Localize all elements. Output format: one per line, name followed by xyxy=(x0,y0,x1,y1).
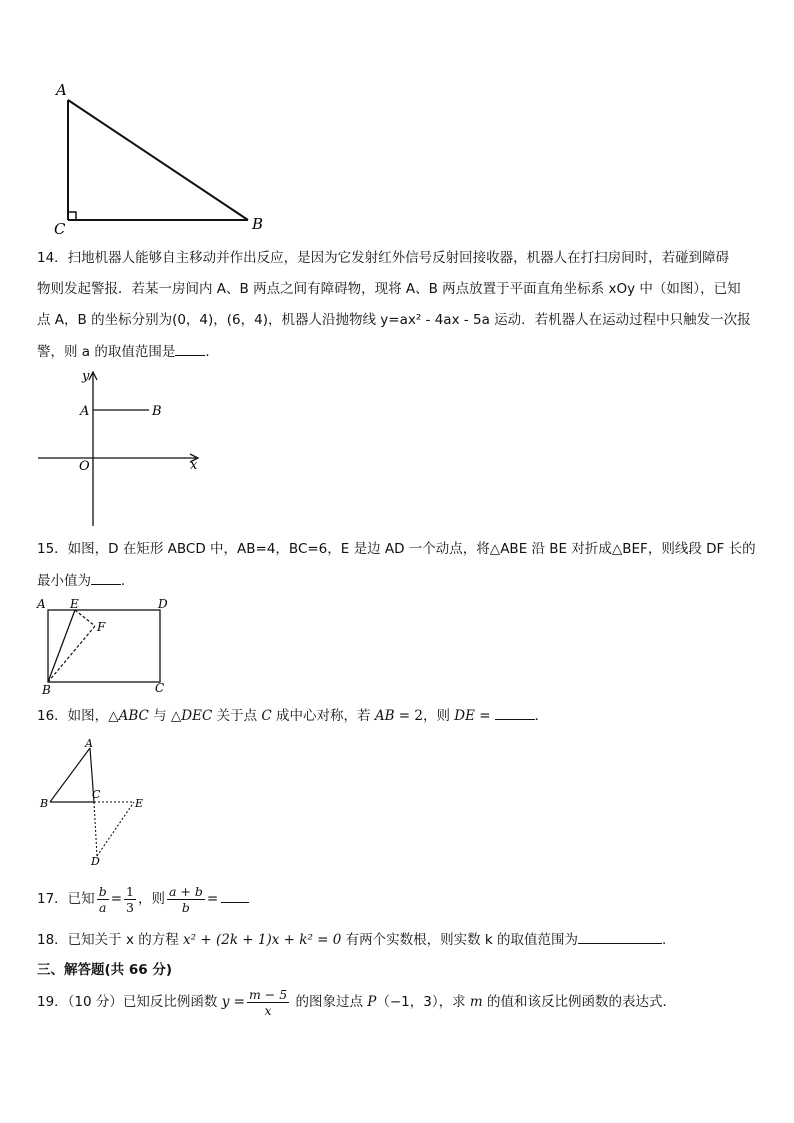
q19-equals: = xyxy=(229,994,245,1010)
q14-line-3: 点 A，B 的坐标分别为(0，4)，(6，4)，机器人沿抛物线 y=ax² - 4ax - 5a 运动．若机器人在运动过程中只触发一次报 xyxy=(37,312,751,328)
segment-cd-dashed xyxy=(94,802,97,856)
q15-text: 最小值为 xyxy=(37,573,91,589)
q16-text-2: 与 xyxy=(148,708,171,724)
label-e: E xyxy=(135,797,144,810)
segment-ab xyxy=(68,100,248,220)
q19-fraction xyxy=(247,987,289,1018)
label-c: C xyxy=(54,220,66,238)
q18-line xyxy=(37,929,666,950)
label-f: F xyxy=(97,620,106,634)
label-d: D xyxy=(91,855,100,868)
q16-text-4: 成中心对称，若 xyxy=(271,708,375,724)
q17-text-1: 17．已知 xyxy=(37,891,95,907)
q17-frac2-numerator: 1 xyxy=(126,883,134,899)
q15-period: ． xyxy=(121,573,135,589)
q17-frac1-denominator: a xyxy=(98,899,107,915)
segment-ef-dashed xyxy=(75,610,95,626)
label-b: B xyxy=(252,215,264,233)
q16-de: DE xyxy=(454,708,475,724)
q18-text-1: 18．已知关于 x 的方程 xyxy=(37,932,184,948)
q15-line-1: 15．如图，D 在矩形 ABCD 中，AB=4，BC=6，E 是边 AD 一个动点，将△ABE 沿 BE 对折成△BEF，则线段 DF 长的 xyxy=(37,541,756,557)
q14-line-2: 物则发起警报．若某一房间内 A、B 两点之间有障碍物，现将 A、B 两点放置于平面直角坐标系 xOy 中（如图），已知 xyxy=(37,281,741,297)
q18-answer-blank[interactable] xyxy=(578,929,662,944)
q19-text-4: 的值和该反比例函数的表达式． xyxy=(482,994,677,1010)
right-angle-mark xyxy=(68,212,76,220)
axis-label-y: y xyxy=(82,369,90,384)
section-heading: 三、解答题(共 66 分) xyxy=(37,962,173,978)
q18-equation: x² + (2k + 1)x + k² = 0 xyxy=(183,932,342,948)
q16-triangle-abc: △ABC xyxy=(108,708,149,724)
q16-equals: = xyxy=(474,708,491,724)
q17-fraction-expression xyxy=(167,884,205,915)
label-c: C xyxy=(92,788,101,801)
q14-text: 警，则 a 的取值范围是 xyxy=(37,344,176,360)
figure-coordinate-axes xyxy=(34,366,209,528)
q17-text-2: ，则 xyxy=(137,891,165,907)
q19-text-1: 19．（10 分）已知反比例函数 xyxy=(37,994,222,1010)
label-a: A xyxy=(37,597,46,611)
q16-text-1: 16．如图， xyxy=(37,708,109,724)
figure-rectangle-abcd xyxy=(34,596,179,698)
segment-bf-dashed xyxy=(48,626,95,682)
q19-line xyxy=(37,984,676,1020)
q14-answer-blank[interactable] xyxy=(175,341,205,356)
segment-be xyxy=(48,610,75,682)
q17-line xyxy=(37,882,249,916)
origin-label: O xyxy=(79,459,90,474)
segment-de-dashed xyxy=(97,802,134,856)
q17-answer-blank[interactable] xyxy=(221,888,249,903)
figure-central-symmetry xyxy=(34,736,154,868)
q17-equals: = xyxy=(110,891,123,907)
q19-point-coords: （−1，3） xyxy=(376,994,439,1010)
q18-text-2: 有两个实数根，则实数 k 的取值范围为 xyxy=(341,932,579,948)
q19-y: y xyxy=(221,994,230,1010)
axis-label-x: x xyxy=(190,458,198,473)
q16-text-3: 关于点 xyxy=(212,708,262,724)
q16-line xyxy=(37,705,548,726)
q16-text-5: ，则 xyxy=(423,708,455,724)
label-b: B xyxy=(42,683,51,697)
q19-m: m xyxy=(469,994,483,1010)
q16-period: ． xyxy=(534,708,549,724)
q17-fraction-b-over-a xyxy=(97,884,109,915)
figure-right-triangle xyxy=(40,78,280,238)
q14-period: ． xyxy=(205,344,219,360)
q17-frac3-denominator: b xyxy=(181,899,190,915)
q15-line-2 xyxy=(37,570,135,591)
q19-denominator: x xyxy=(264,1002,272,1018)
label-b: B xyxy=(40,797,49,810)
q17-fraction-one-third xyxy=(124,884,136,915)
q17-frac3-numerator: a + b xyxy=(168,883,203,899)
point-label-b: B xyxy=(152,404,162,419)
q14-line-1: 14．扫地机器人能够自主移动并作出反应，是因为它发射红外信号反射回接收器，机器人在打扫房间时，若碰到障碍 xyxy=(37,250,730,266)
q15-answer-blank[interactable] xyxy=(91,570,121,585)
label-c: C xyxy=(155,681,165,695)
q18-period: . xyxy=(662,932,667,948)
q14-line-4 xyxy=(37,341,219,362)
q16-ab-value: = 2 xyxy=(394,708,423,724)
q17-frac2-denominator: 3 xyxy=(126,899,134,915)
q16-triangle-dec: △DEC xyxy=(170,708,213,724)
q16-ab: AB xyxy=(374,708,395,724)
segment-ab xyxy=(50,748,90,802)
q17-frac1-numerator: b xyxy=(98,883,107,899)
q19-text-2: 的图象过点 xyxy=(291,994,368,1010)
q16-answer-blank[interactable] xyxy=(495,705,535,720)
q19-text-3: ，求 xyxy=(438,994,470,1010)
point-label-a: A xyxy=(80,404,90,419)
label-a: A xyxy=(85,737,93,750)
q19-numerator: m − 5 xyxy=(248,986,288,1002)
label-a: A xyxy=(56,81,67,99)
q16-point-c: C xyxy=(261,708,272,724)
label-e: E xyxy=(70,597,79,611)
q19-point-p: P xyxy=(367,994,377,1010)
q17-equals-2: = xyxy=(206,891,219,907)
label-d: D xyxy=(158,597,168,611)
